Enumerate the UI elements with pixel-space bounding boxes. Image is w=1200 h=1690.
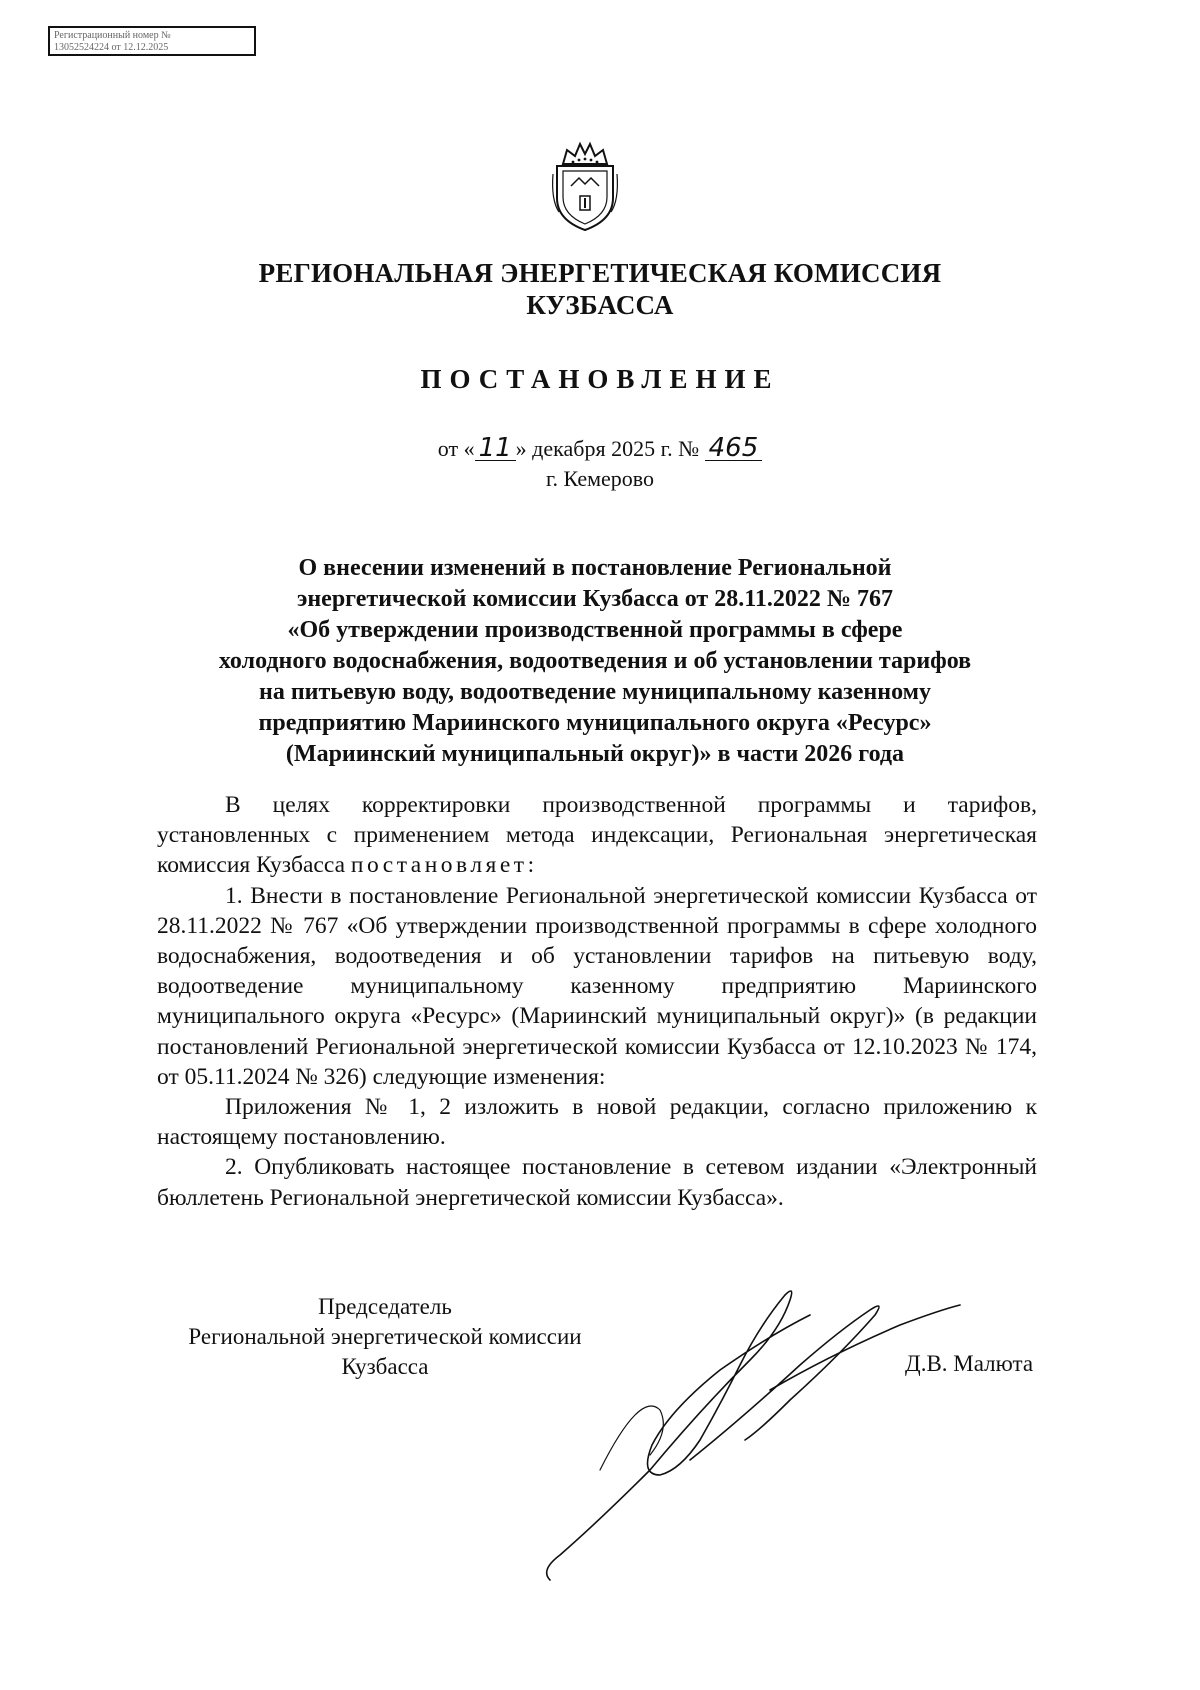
item-1-paragraph: 1. Внести в постановление Региональной энергетической комиссии Кузбасса от 28.11.2022 № 767 «Об утверждении производственной программы в сфере холодного водоснабжения, водоотведения и об установлении тарифов на питьевую воду, водоотведение муниципальному казенному предприятию Мариинского муниципального округа «Ресурс» (Мариинский муниципальный округ)» (в редакции постановлений Региональной энергетической комиссии Кузбасса от 12.10.2023 № 174, от 05.11.2024 № 326) следующие изменения: — [157, 882, 1037, 1090]
document-type-title: ПОСТАНОВЛЕНИЕ — [420, 364, 780, 394]
subject-line: предприятию Мариинского муниципального округа «Ресурс» — [258, 710, 932, 736]
handwritten-day: 11 — [475, 436, 516, 461]
handwritten-document-number: 465 — [705, 436, 763, 461]
date-prefix: от « — [437, 436, 475, 461]
handwritten-signature — [540, 1270, 990, 1600]
coat-of-arms-emblem — [549, 140, 621, 232]
registration-label: Регистрационный номер № — [54, 30, 171, 41]
organization-name-line2: КУЗБАССА — [526, 290, 674, 320]
signatory-title-line: Кузбасса — [341, 1354, 429, 1379]
organization-name-line1: РЕГИОНАЛЬНАЯ ЭНЕРГЕТИЧЕСКАЯ КОМИССИЯ — [258, 258, 942, 288]
signatory-title-line: Председатель — [318, 1294, 452, 1319]
registration-number: 13052524224 от 12.12.2025 — [54, 42, 169, 53]
intro-text: В целях корректировки производственной программы и тарифов, установленных с применением метода индексации, Региональная энергетическая комиссия Кузбасса — [157, 792, 1037, 879]
item-2-paragraph: 2. Опубликовать настоящее постановление в сетевом издании «Электронный бюллетень Региональной энергетической комиссии Кузбасса». — [157, 1154, 1037, 1211]
document-body — [157, 790, 1037, 1213]
document-subject — [150, 553, 1040, 770]
item-1-detail-paragraph: Приложения № 1, 2 изложить в новой редакции, согласно приложению к настоящему постановлению. — [157, 1094, 1037, 1151]
subject-line: (Мариинский муниципальный округ)» в части 2026 года — [285, 741, 905, 767]
date-month-year: » декабря 2025 г. № — [515, 436, 700, 461]
intro-colon: : — [527, 852, 535, 879]
signatory-title-line: Региональной энергетической комиссии — [188, 1324, 582, 1349]
subject-line: О внесении изменений в постановление Региональной — [298, 555, 892, 581]
signatory-name: Д.В. Малюта — [905, 1351, 1034, 1376]
subject-line: энергетической комиссии Кузбасса от 28.11.2022 № 767 — [296, 586, 894, 612]
subject-line: «Об утверждении производственной программы в сфере — [287, 617, 903, 643]
subject-line: холодного водоснабжения, водоотведения и об установлении тарифов — [218, 648, 972, 674]
date-line — [0, 433, 1200, 463]
city: г. Кемерово — [545, 466, 655, 491]
resolve-word: постановляет — [350, 852, 528, 879]
registration-stamp — [48, 26, 256, 56]
subject-line: на питьевую воду, водоотведение муниципальному казенному — [259, 679, 931, 705]
intro-paragraph — [157, 790, 1037, 881]
